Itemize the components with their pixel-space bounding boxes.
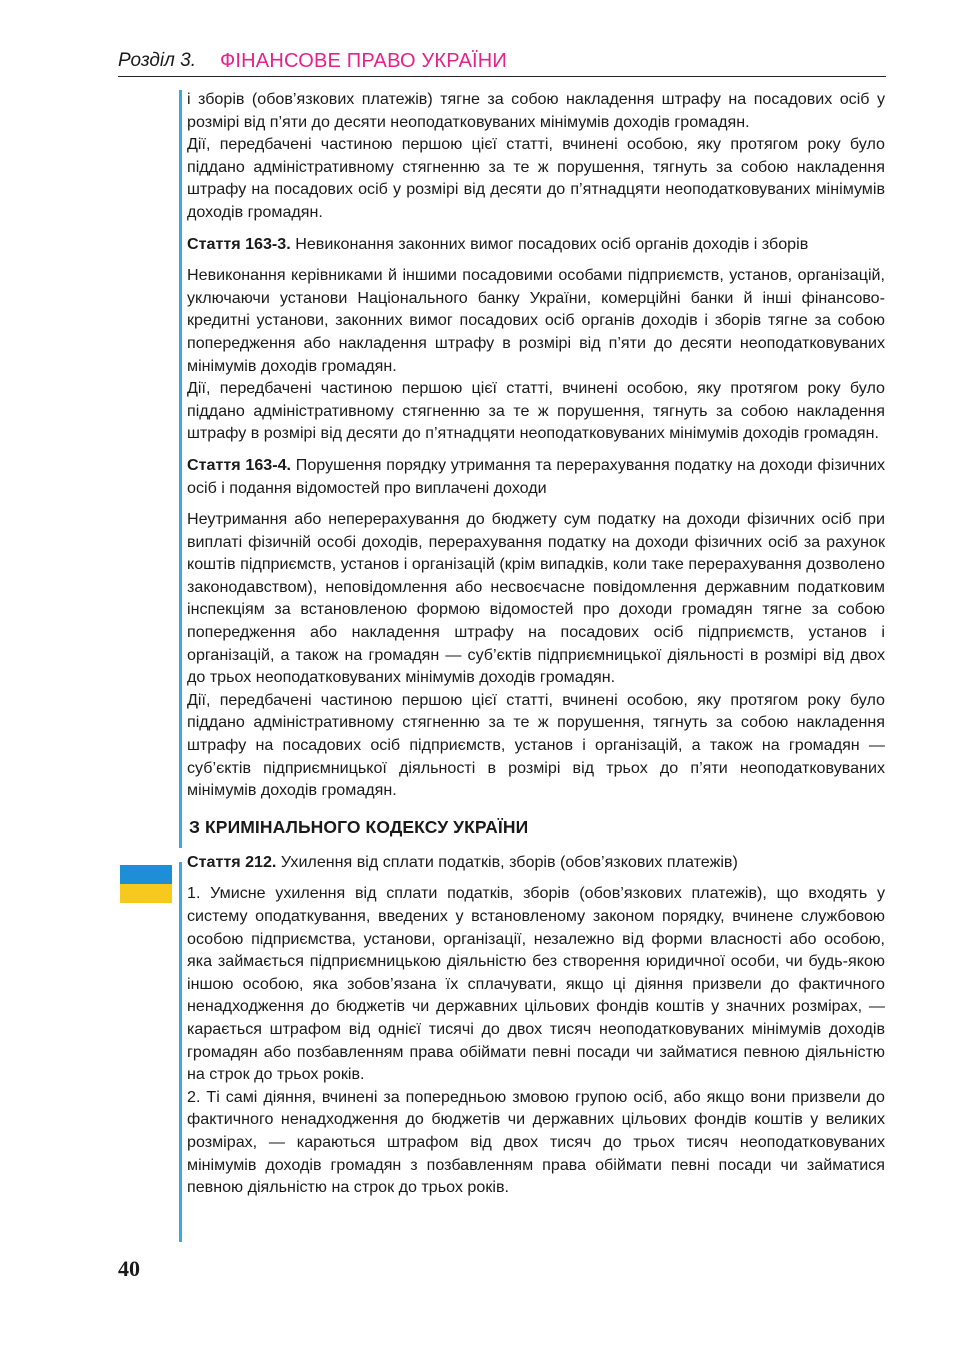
paragraph: 2. Ті самі діяння, вчинені за попередньою змовою групою осіб, або якщо вони призвели до фактичного ненадходження до бюджетів чи державних цільових фондів коштів у великих розмірах, — караються штрафом від двох тисяч до трьох тисяч неоподатковуваних мінімумів доходів громадян з позбавленням права обіймати певні посади чи займатися певною діяльністю на строк до трьох років. (187, 1087, 885, 1197)
article-heading (187, 454, 885, 499)
article-heading (187, 233, 885, 256)
page-number: 40 (118, 1256, 140, 1281)
chapter-title: ФІНАНСОВЕ ПРАВО УКРАЇНИ (220, 50, 507, 72)
section-label: Розділ 3. (118, 50, 196, 71)
paragraph: Дії, передбачені частиною першою цієї статті, вчинені особою, яку протягом року було піддано адміністративному стягненню за те ж порушення, тягнуть за собою накладення штрафу в розмірі від десяти до п’ятнадцяти неоподатковуваних мінімумів доходів громадян. (187, 379, 885, 443)
paragraph: Дії, передбачені частиною першою цієї статті, вчинені особою, яку протягом року було піддано адміністративному стягненню за те ж порушення, тягнуть за собою накладення штрафу на посадових осіб підприємств, установ і організацій, а також на громадян — суб’єктів підприємницької діяльності в розмірі від трьох до п’яти неоподатковуваних мінімумів доходів громадян. (187, 690, 885, 800)
paragraph: 1. Умисне ухилення від сплати податків, зборів (обов’язкових платежів), що входять у систему оподаткування, введених у встановленому законом порядку, вчинене службовою особою підприємства, установи, організації, незалежно від форми власності або особою, яка займається підприємницькою діяльністю без створення юридичної особи, чи будь-якою іншою особою, яка зобов’язана їх сплачувати, якщо ці діяння призвели до фактичного ненадходження до бюджетів чи державних цільових фондів коштів у значних розмірах, — карається штрафом від однієї тисячі до двох тисяч неоподатковуваних мінімумів доходів громадян або позбавленням права обіймати певні посади чи займатися певною діяльністю на строк до трьох років. (187, 884, 885, 1084)
article-label: Стаття 163-3. (187, 234, 291, 253)
paragraph: і зборів (обов’язкових платежів) тягне за собою накладення штрафу на посадових осіб у розмірі від п’яти до десяти неоподатковуваних мінімумів доходів громадян. (187, 90, 885, 131)
ukraine-flag-icon (120, 865, 172, 903)
article-heading (187, 851, 885, 874)
quote-bar-top (179, 90, 182, 848)
article-title: Невиконання законних вимог посадових осіб органів доходів і зборів (295, 234, 809, 253)
paragraph: Невиконання керівниками й іншими посадовими особами підприємств, установ, організацій, уключаючи установи Національного банку України, комерційні банки й інші фінансово-кредитні установи, законних вимог посадових осіб органів доходів і зборів тягне за собою попередження або накладення штрафу в розмірі від п’яти до десяти неоподатковуваних мінімумів доходів громадян. (187, 266, 885, 375)
paragraph: Неутримання або неперерахування до бюджету сум податку на доходи фізичних осіб при виплаті фізичній особі доходів, перерахування податку на доходи фізичних осіб за рахунок коштів підприємств, установ і організацій (крім випадків, коли таке перерахування дозволено законодавством), неповідомлення або несвоєчасне повідомлення державним податковим інспекціям за встановленою формою відомостей про доходи громадян тягне за собою попередження або накладення штрафу на посадових осіб підприємств, установ і організацій, а також на громадян — суб’єктів підприємницької діяльності в розмірі від двох до трьох неоподатковуваних мінімумів доходів громадян. (187, 510, 885, 687)
section-heading: З КРИМІНАЛЬНОГО КОДЕКСУ УКРАЇНИ (189, 816, 529, 837)
article-label: Стаття 212. (187, 852, 277, 871)
page-header (118, 48, 886, 77)
article-label: Стаття 163-4. (187, 455, 292, 474)
paragraph: Дії, передбачені частиною першою цієї статті, вчинені особою, яку протягом року було піддано адміністративному стягненню за те ж порушення, тягнуть за собою накладення штрафу на посадових осіб у розмірі від десяти до п’ятнадцяти неоподатковуваних мінімумів доходів громадян. (187, 135, 885, 221)
article-title: Порушення порядку утримання та перерахування податку на доходи фізичних осіб і подання відомостей про виплачені доходи (187, 455, 885, 497)
article-content (187, 88, 885, 1199)
quote-bar-bottom (179, 862, 182, 1242)
article-title: Ухилення від сплати податків, зборів (обов’язкових платежів) (280, 852, 738, 871)
